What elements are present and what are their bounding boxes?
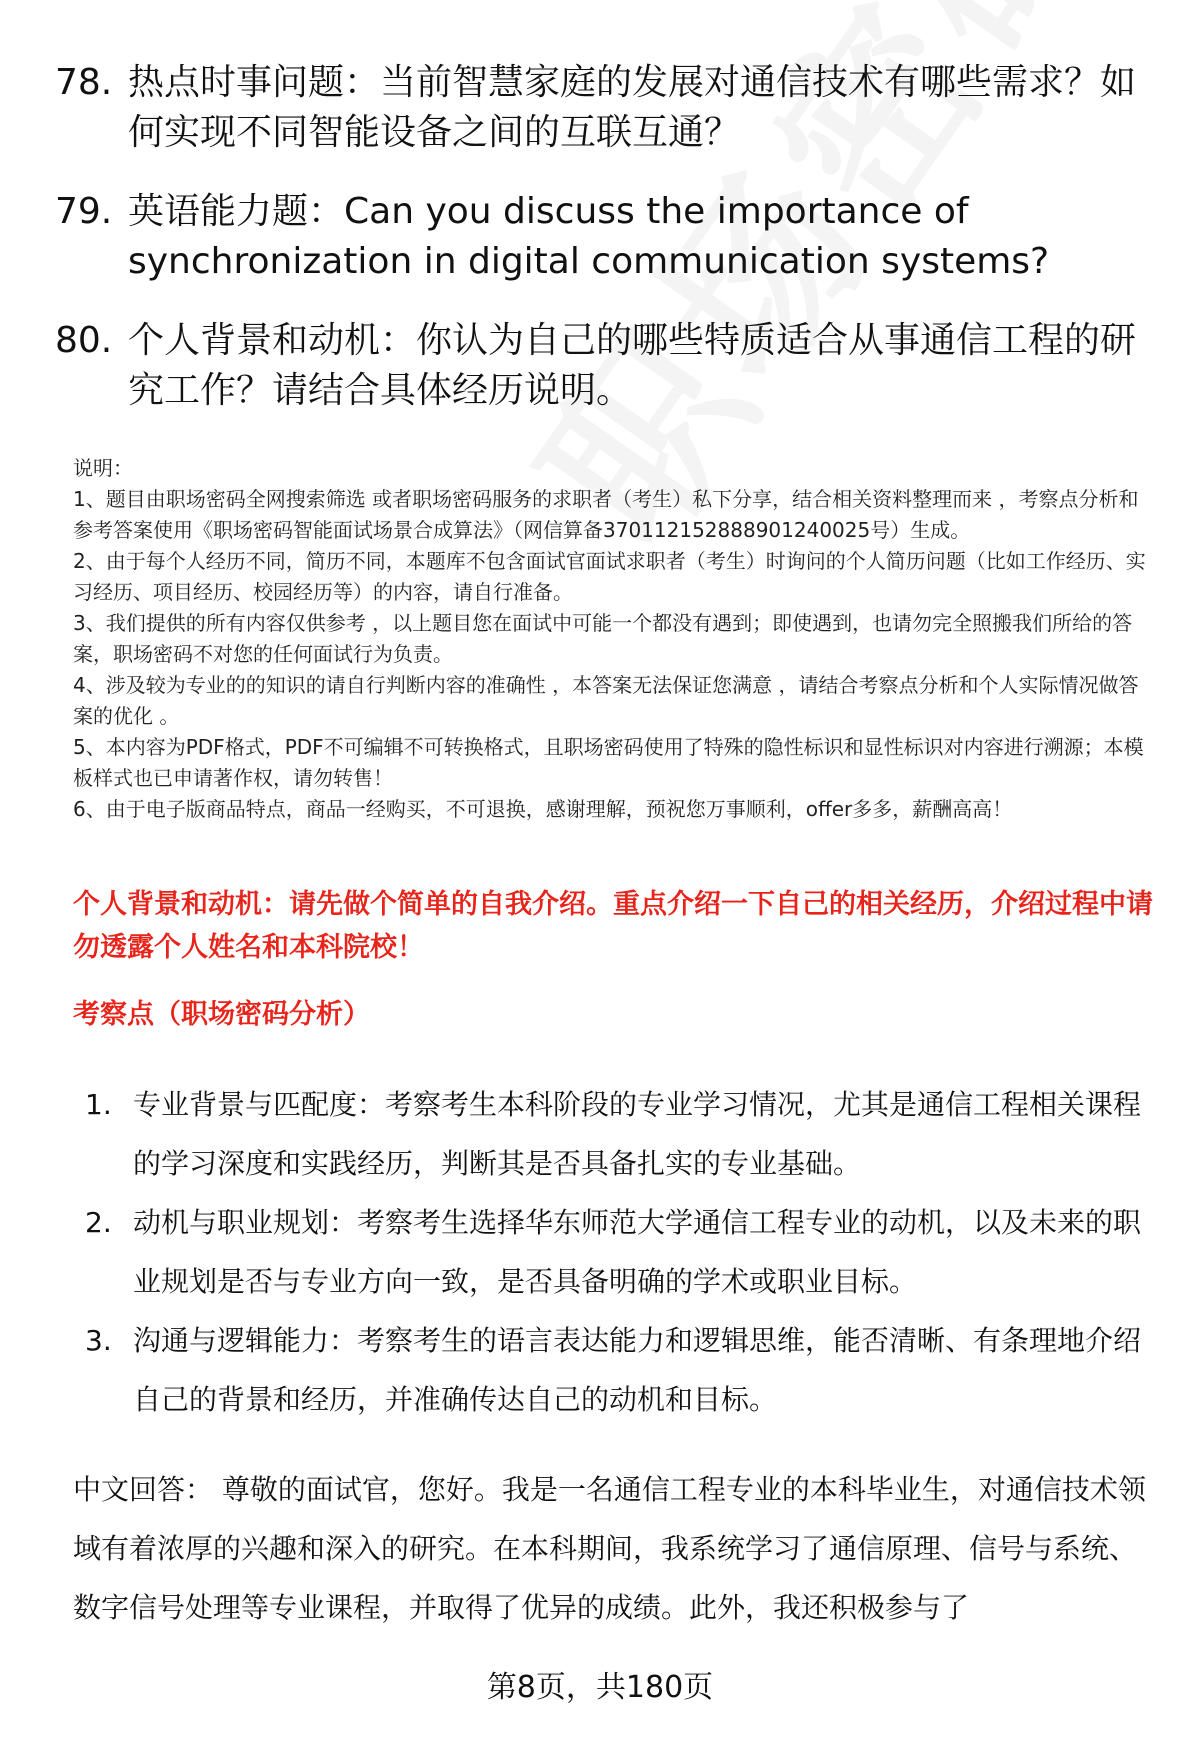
analysis-item — [80, 1193, 1145, 1311]
question-number: 78. — [55, 62, 113, 103]
section-heading: 个人背景和动机：请先做个简单的自我介绍。重点介绍一下自己的相关经历，介绍过程中请勿透露个人姓名和本科院校！ — [73, 889, 1153, 963]
question-list — [55, 58, 1145, 445]
analysis-heading: 考察点（职场密码分析） — [73, 999, 370, 1030]
question-text: 英语能力题：Can you discuss the importance of synchronization in digital communication systems? — [128, 191, 1050, 282]
notes-item: 6、由于电子版商品特点，商品一经购买，不可退换，感谢理解，预祝您万事顺利，offer多多，薪酬高高！ — [73, 797, 1013, 821]
notes-item: 1、题目由职场密码全网搜索筛选 或者职场密码服务的求职者（考生）私下分享，结合相关资料整理而来 ，考察点分析和参考答案使用《职场密码智能面试场景合成算法》（网信算备370112152888901240025号）生成。 — [73, 487, 1139, 542]
answer-paragraph: 中文回答： 尊敬的面试官，您好。我是一名通信工程专业的本科毕业生，对通信技术领域有着浓厚的兴趣和深入的研究。在本科期间，我系统学习了通信原理、信号与系统、数字信号处理等专业课程，并取得了优异的成绩。此外，我还积极参与了 — [73, 1473, 1146, 1624]
analysis-text: 动机与职业规划：考察考生选择华东师范大学通信工程专业的动机，以及未来的职业规划是否与专业方向一致，是否具备明确的学术或职业目标。 — [133, 1206, 1142, 1298]
page-footer: 第8页，共180页 — [486, 1670, 714, 1705]
question-item — [55, 316, 1145, 416]
notes-title: 说明： — [73, 456, 133, 480]
notes-item: 4、涉及较为专业的的知识的请自行判断内容的准确性 ，本答案无法保证您满意 ，请结合考察点分析和个人实际情况做答案的优化 。 — [73, 673, 1139, 728]
question-text: 热点时事问题：当前智慧家庭的发展对通信技术有哪些需求？如何实现不同智能设备之间的互联互通？ — [128, 62, 1137, 153]
notes-item: 3、我们提供的所有内容仅供参考 ，以上题目您在面试中可能一个都没有遇到；即使遇到，也请勿完全照搬我们所给的答案，职场密码不对您的任何面试行为负责。 — [73, 611, 1133, 666]
notes-item: 5、本内容为PDF格式，PDF不可编辑不可转换格式，且职场密码使用了特殊的隐性标识和显性标识对内容进行溯源；本模板样式也已申请著作权，请勿转售！ — [73, 735, 1144, 790]
analysis-text: 沟通与逻辑能力：考察考生的语言表达能力和逻辑思维，能否清晰、有条理地介绍自己的背景和经历，并准确传达自己的动机和目标。 — [133, 1324, 1142, 1416]
analysis-number: 1. — [85, 1088, 112, 1121]
question-item — [55, 58, 1145, 158]
analysis-item — [80, 1075, 1145, 1193]
question-number: 79. — [55, 191, 113, 232]
analysis-item — [80, 1311, 1145, 1429]
question-item — [55, 187, 1145, 287]
analysis-number: 3. — [85, 1324, 112, 1357]
analysis-text: 专业背景与匹配度：考察考生本科阶段的专业学习情况，尤其是通信工程相关课程的学习深度和实践经历，判断其是否具备扎实的专业基础。 — [133, 1088, 1142, 1180]
analysis-list — [80, 1075, 1145, 1429]
question-text: 个人背景和动机：你认为自己的哪些特质适合从事通信工程的研究工作？请结合具体经历说明。 — [128, 320, 1137, 411]
analysis-number: 2. — [85, 1206, 112, 1239]
question-number: 80. — [55, 320, 113, 361]
notes-item: 2、由于每个人经历不同，简历不同，本题库不包含面试官面试求职者（考生）时询问的个人简历问题（比如工作经历、实习经历、项目经历、校园经历等）的内容，请自行准备。 — [73, 549, 1146, 604]
notes-section — [73, 453, 1153, 825]
